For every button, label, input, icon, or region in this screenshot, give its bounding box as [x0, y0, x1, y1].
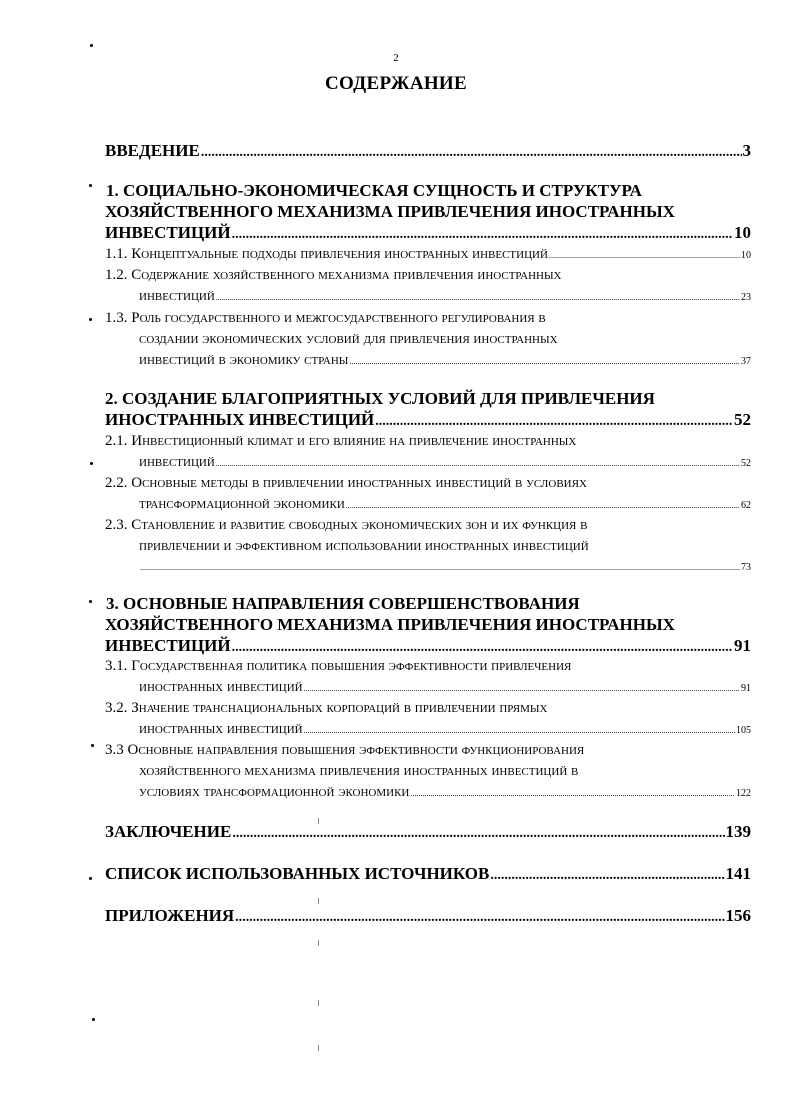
- dot-leader: [232, 224, 733, 245]
- scan-speck: [89, 184, 92, 187]
- toc-entry-title-line: инвестиций: [139, 288, 215, 304]
- toc-section-number: 1.3.: [105, 310, 128, 326]
- toc-entry-chapter-1: [105, 180, 751, 245]
- toc-page-number: 10: [734, 223, 751, 242]
- toc-entry-section-3-1: [105, 656, 751, 699]
- toc-entry-title-line: Инвестиционный климат и его влияние на привлечение иностранных: [131, 433, 577, 449]
- toc-page-number: 156: [725, 906, 751, 925]
- scan-speck: [90, 44, 93, 47]
- dot-leader: [549, 245, 740, 266]
- toc-entry-title-line: Роль государственного и межгосударственного регулирования в: [131, 310, 546, 326]
- scan-speck: [318, 898, 319, 904]
- toc-entry-title-line: Значение транснациональных корпораций в привлечении прямых: [131, 700, 548, 716]
- scan-speck: [318, 1000, 319, 1006]
- toc-entry-title-line: Содержание хозяйственного механизма привлечения иностранных: [131, 267, 562, 283]
- dot-leader: [375, 411, 733, 432]
- toc-section-number: 3.1.: [105, 658, 128, 674]
- toc-page-number: 52: [734, 410, 751, 429]
- toc-entry-title-line: 2. СОЗДАНИЕ БЛАГОПРИЯТНЫХ УСЛОВИЙ ДЛЯ ПРИВЛЕЧЕНИЯ: [105, 389, 655, 408]
- toc-entry-title-line: условиях трансформационной экономики: [139, 784, 410, 800]
- toc-entry-title-line: ИНВЕСТИЦИЙ: [105, 223, 231, 242]
- toc-entry-title-line: Государственная политика повышения эффективности привлечения: [131, 658, 572, 674]
- toc-entry-title-line: инвестиций в экономику страны: [139, 352, 349, 368]
- dot-leader: [216, 287, 740, 308]
- toc-section-number: 3.2.: [105, 700, 128, 716]
- toc-entry-title: Концептуальные подходы привлечения иностранных инвестиций: [131, 246, 548, 262]
- toc-entry-title-line: Становление и развитие свободных экономических зон и их функция в: [131, 517, 588, 533]
- page-title: СОДЕРЖАНИЕ: [325, 73, 467, 94]
- toc-entry-title: ПРИЛОЖЕНИЯ: [105, 906, 235, 925]
- scan-speck: [89, 877, 92, 880]
- scan-speck: [92, 1018, 95, 1021]
- dot-leader: [410, 783, 735, 804]
- toc-page-number: 3: [742, 141, 751, 160]
- toc-entry-title-line: ХОЗЯЙСТВЕННОГО МЕХАНИЗМА ПРИВЛЕЧЕНИЯ ИНОСТРАННЫХ: [105, 615, 675, 634]
- toc-entry-section-3-3: [105, 740, 751, 804]
- toc-entry-section-2-1: [105, 431, 751, 474]
- toc-section-number: 2.3.: [105, 517, 128, 533]
- toc-entry-section-3-2: [105, 698, 751, 741]
- toc-page-number: 91: [734, 636, 751, 655]
- dot-leader: [304, 720, 735, 741]
- toc-page-number: 10: [741, 250, 751, 261]
- toc-entry-title-line: иностранных инвестиций: [139, 679, 303, 695]
- toc-page-number: 122: [736, 788, 751, 799]
- toc-entry-title-line: 3. ОСНОВНЫЕ НАПРАВЛЕНИЯ СОВЕРШЕНСТВОВАНИЯ: [106, 594, 580, 613]
- toc-page-number: 105: [736, 725, 751, 736]
- toc-entry-section-1-1: [105, 244, 751, 266]
- toc-page-number: 141: [725, 864, 751, 883]
- toc-entry-title-line: инвестиций: [139, 454, 215, 470]
- toc-entry-conclusion: [105, 821, 751, 844]
- dot-leader: [232, 637, 733, 658]
- toc-page-number: 52: [741, 458, 751, 469]
- toc-entry-chapter-2: [105, 388, 751, 432]
- toc-entry-title: ВВЕДЕНИЕ: [105, 141, 200, 160]
- toc-entry-title-line: трансформационной экономики: [139, 496, 345, 512]
- toc-entry-sources: [105, 863, 751, 886]
- toc-section-number: 1.1.: [105, 246, 128, 262]
- toc-entry-title-line: 1. СОЦИАЛЬНО-ЭКОНОМИЧЕСКАЯ СУЩНОСТЬ И СТРУКТУРА: [106, 181, 642, 200]
- toc-page-number: 73: [741, 562, 751, 573]
- toc-entry-section-1-2: [105, 265, 751, 308]
- toc-entry-title-line: ИНОСТРАННЫХ ИНВЕСТИЦИЙ: [105, 410, 375, 429]
- dot-leader: [232, 823, 724, 844]
- toc-page-number: 62: [741, 500, 751, 511]
- dot-leader: [201, 142, 742, 163]
- dot-leader: [235, 907, 724, 928]
- toc-page-number: 91: [741, 683, 751, 694]
- scan-speck: [91, 744, 94, 747]
- toc-section-number: 2.1.: [105, 433, 128, 449]
- page-number: 2: [393, 52, 399, 64]
- toc-entry-title: СПИСОК ИСПОЛЬЗОВАННЫХ ИСТОЧНИКОВ: [105, 864, 490, 883]
- toc-entry-title-line: создании экономических условий для привлечения иностранных: [139, 331, 558, 347]
- toc-entry-appendix: [105, 905, 751, 928]
- scan-speck: [89, 600, 92, 603]
- toc-section-number: 1.2.: [105, 267, 128, 283]
- scan-speck: [318, 940, 319, 946]
- toc-entry-title-line: ХОЗЯЙСТВЕННОГО МЕХАНИЗМА ПРИВЛЕЧЕНИЯ ИНОСТРАННЫХ: [105, 202, 675, 221]
- dot-leader: [216, 453, 740, 474]
- scan-speck: [318, 1045, 319, 1051]
- dot-leader: [346, 495, 740, 516]
- toc-page-number: 23: [741, 292, 751, 303]
- toc-entry-introduction: [105, 140, 751, 163]
- toc-entry-chapter-3: [105, 593, 751, 658]
- toc-entry-title-line: привлечении и эффективном использовании иностранных инвестиций: [139, 538, 589, 554]
- scan-speck: [89, 318, 92, 321]
- toc-entry-title-line: Основные направления повышения эффективности функционирования: [127, 742, 585, 758]
- toc-page-number: 37: [741, 356, 751, 367]
- toc-section-number: 2.2.: [105, 475, 128, 491]
- toc-entry-title-line: Основные методы в привлечении иностранных инвестиций в условиях: [131, 475, 587, 491]
- toc-entry-title-line: иностранных инвестиций: [139, 721, 303, 737]
- toc-section-number: 3.3: [105, 742, 124, 758]
- toc-page-number: 139: [725, 822, 751, 841]
- toc-entry-section-2-2: [105, 473, 751, 516]
- scan-speck: [318, 818, 319, 824]
- dot-leader: [304, 678, 740, 699]
- toc-entry-title-line: хозяйственного механизма привлечения иностранных инвестиций в: [139, 763, 579, 779]
- toc-entry-section-1-3: [105, 308, 751, 372]
- dot-leader: [140, 557, 740, 578]
- dot-leader: [349, 351, 740, 372]
- toc-entry-title: ЗАКЛЮЧЕНИЕ: [105, 822, 232, 841]
- toc-entry-title-line: ИНВЕСТИЦИЙ: [105, 636, 231, 655]
- dot-leader: [490, 865, 724, 886]
- toc-entry-section-2-3: [105, 515, 751, 578]
- scan-speck: [90, 462, 93, 465]
